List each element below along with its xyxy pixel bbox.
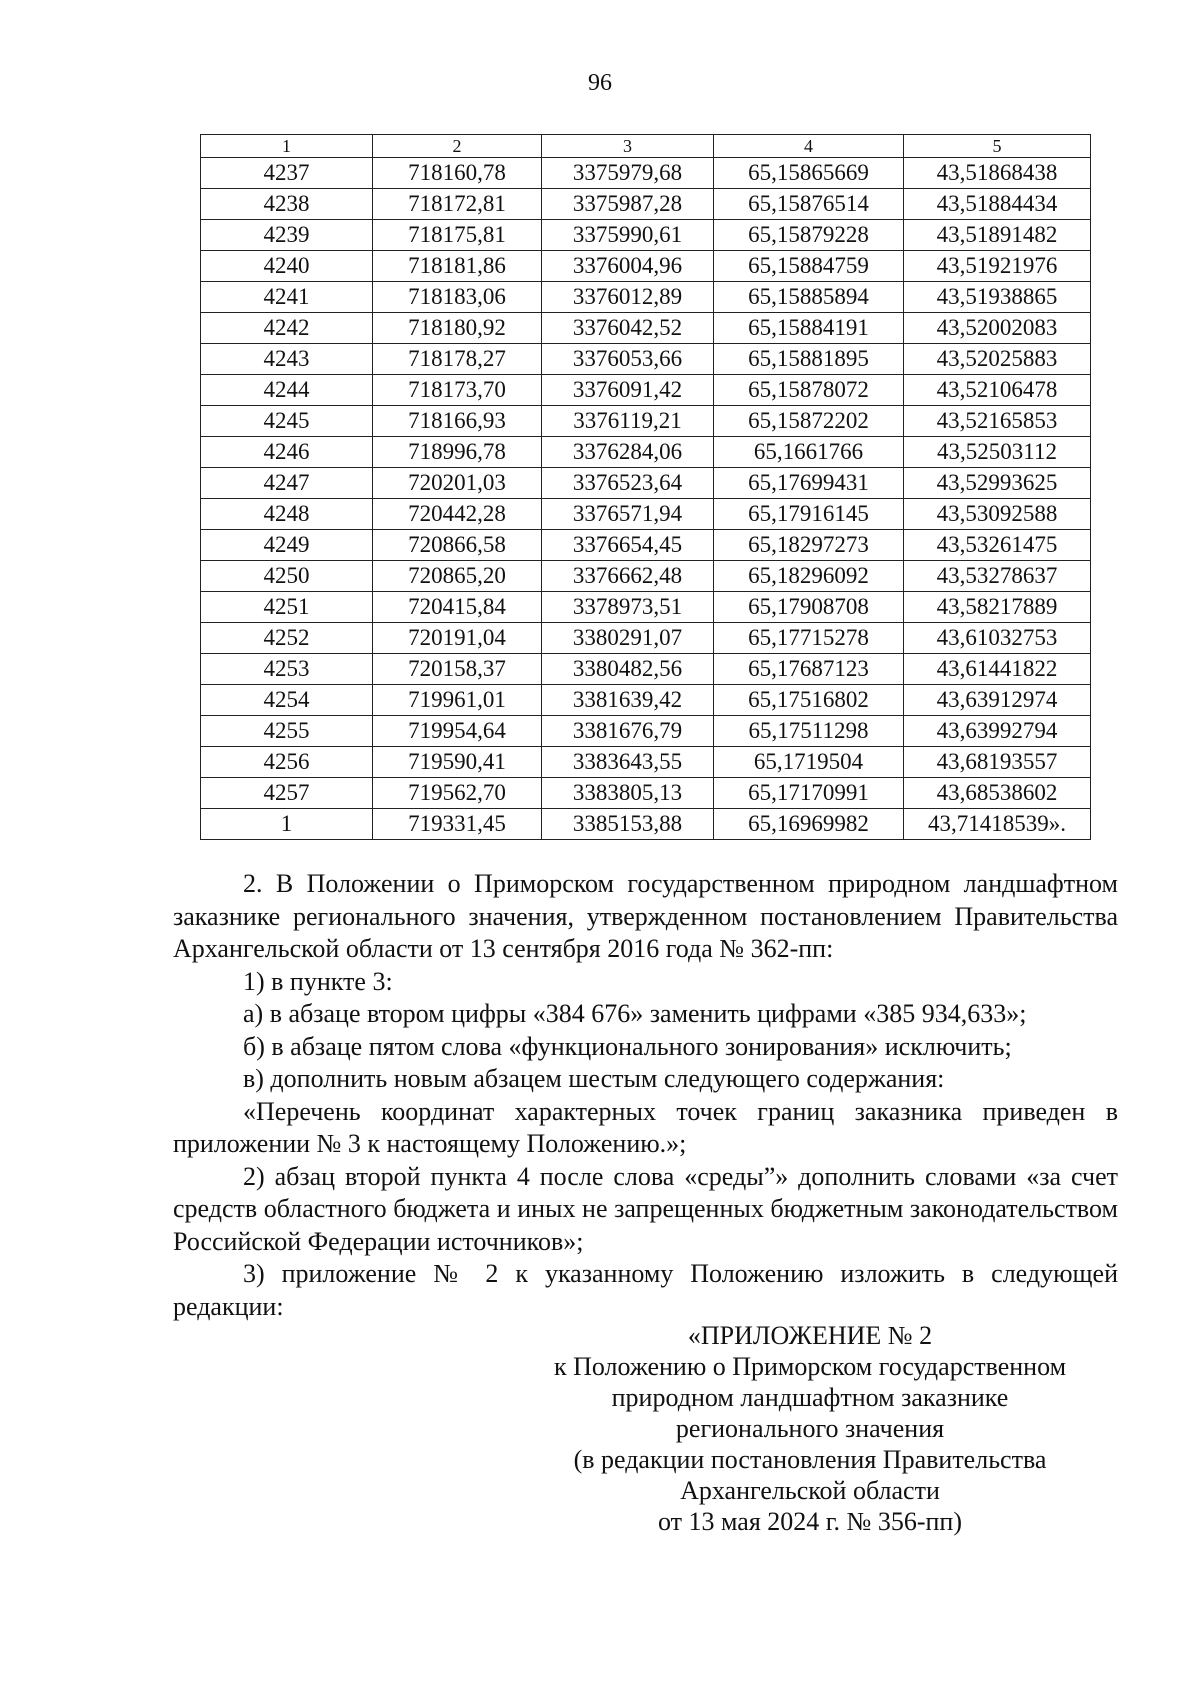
table-header-row <box>201 135 1091 158</box>
table-cell: 4244 <box>201 375 373 406</box>
table-cell: 3375979,68 <box>542 158 714 189</box>
table-cell: 43,52106478 <box>904 375 1091 406</box>
table-cell: 720191,04 <box>373 623 542 654</box>
table-cell: 3375987,28 <box>542 189 714 220</box>
table-row <box>201 406 1091 437</box>
table-cell: 720865,20 <box>373 561 542 592</box>
table-cell: 43,53261475 <box>904 530 1091 561</box>
table-row <box>201 344 1091 375</box>
appendix-line: к Положению о Приморском государственном <box>553 1352 1067 1381</box>
table-cell: 718996,78 <box>373 437 542 468</box>
body-text <box>173 868 1118 1323</box>
table-cell: 4251 <box>201 592 373 623</box>
table-cell: 43,61441822 <box>904 654 1091 685</box>
table-cell: 3376284,06 <box>542 437 714 468</box>
table-cell: 43,63912974 <box>904 685 1091 716</box>
coordinates-table <box>200 134 1091 840</box>
appendix-line: (в редакции постановления Правительства <box>573 1445 1047 1474</box>
table-row <box>201 313 1091 344</box>
table-row <box>201 468 1091 499</box>
table-row <box>201 375 1091 406</box>
table-cell: 43,68538602 <box>904 778 1091 809</box>
table-cell: 720415,84 <box>373 592 542 623</box>
table-cell: 43,68193557 <box>904 747 1091 778</box>
column-header: 2 <box>373 135 542 158</box>
table-cell: 3383643,55 <box>542 747 714 778</box>
paragraph: 1) в пункте 3: <box>243 966 393 996</box>
table-cell: 43,51921976 <box>904 251 1091 282</box>
table-row <box>201 747 1091 778</box>
table-cell: 43,53278637 <box>904 561 1091 592</box>
table-cell: 3378973,51 <box>542 592 714 623</box>
table-cell: 3376523,64 <box>542 468 714 499</box>
table-cell: 4253 <box>201 654 373 685</box>
table-cell: 4248 <box>201 499 373 530</box>
table-cell: 43,58217889 <box>904 592 1091 623</box>
table-cell: 43,61032753 <box>904 623 1091 654</box>
table-row <box>201 499 1091 530</box>
table-cell: 3376091,42 <box>542 375 714 406</box>
column-header: 4 <box>714 135 904 158</box>
table-cell: 65,18297273 <box>714 530 904 561</box>
table-cell: 65,16969982 <box>714 809 904 840</box>
table-cell: 718180,92 <box>373 313 542 344</box>
table-cell: 3383805,13 <box>542 778 714 809</box>
appendix-heading <box>520 1320 1100 1537</box>
table-cell: 43,51891482 <box>904 220 1091 251</box>
table-cell: 3376571,94 <box>542 499 714 530</box>
table-cell: 65,17170991 <box>714 778 904 809</box>
table-row <box>201 437 1091 468</box>
table-cell: 3376662,48 <box>542 561 714 592</box>
table-cell: 719961,01 <box>373 685 542 716</box>
table-cell: 65,15884191 <box>714 313 904 344</box>
paragraph: «Перечень координат характерных точек границ заказника приведен в приложении № 3 к настоящему Положению.»; <box>173 1096 1118 1158</box>
table-cell: 65,17516802 <box>714 685 904 716</box>
table-cell: 3380482,56 <box>542 654 714 685</box>
table-cell: 718175,81 <box>373 220 542 251</box>
table-cell: 720158,37 <box>373 654 542 685</box>
table-cell: 4238 <box>201 189 373 220</box>
table-cell: 43,51938865 <box>904 282 1091 313</box>
page-number: 96 <box>588 70 612 96</box>
table-row <box>201 282 1091 313</box>
table-cell: 4246 <box>201 437 373 468</box>
table-row <box>201 251 1091 282</box>
table-row <box>201 189 1091 220</box>
table-cell: 3375990,61 <box>542 220 714 251</box>
paragraph: 3) приложение № 2 к указанному Положению изложить в следующей редакции: <box>173 1259 1118 1321</box>
appendix-line: от 13 мая 2024 г. № 356-пп) <box>658 1507 962 1536</box>
table-cell: 43,51884434 <box>904 189 1091 220</box>
table-cell: 3376004,96 <box>542 251 714 282</box>
column-header: 1 <box>201 135 373 158</box>
paragraph: 2) абзац второй пункта 4 после слова «среды”» дополнить словами «за счет средств областного бюджета и иных не запрещенных бюджетным законодательством Российской Федерации источников»; <box>173 1161 1118 1256</box>
table-row <box>201 623 1091 654</box>
table-cell: 1 <box>201 809 373 840</box>
table-cell: 65,15879228 <box>714 220 904 251</box>
table-cell: 43,63992794 <box>904 716 1091 747</box>
table-cell: 43,53092588 <box>904 499 1091 530</box>
table-row <box>201 158 1091 189</box>
table-cell: 65,17511298 <box>714 716 904 747</box>
table-cell: 3381676,79 <box>542 716 714 747</box>
table-cell: 65,17908708 <box>714 592 904 623</box>
table-cell: 718183,06 <box>373 282 542 313</box>
table-cell: 720201,03 <box>373 468 542 499</box>
table-cell: 720442,28 <box>373 499 542 530</box>
table-row <box>201 592 1091 623</box>
table-row <box>201 778 1091 809</box>
table-cell: 719562,70 <box>373 778 542 809</box>
table-cell: 4256 <box>201 747 373 778</box>
table-cell: 719954,64 <box>373 716 542 747</box>
table-cell: 4254 <box>201 685 373 716</box>
table-cell: 3381639,42 <box>542 685 714 716</box>
column-header: 3 <box>542 135 714 158</box>
paragraph: в) дополнить новым абзацем шестым следующего содержания: <box>243 1064 945 1093</box>
table-cell: 4245 <box>201 406 373 437</box>
table-cell: 718172,81 <box>373 189 542 220</box>
table-row <box>201 530 1091 561</box>
table-cell: 4242 <box>201 313 373 344</box>
table-row <box>201 716 1091 747</box>
appendix-line: регионального значения <box>675 1414 945 1443</box>
table-cell: 4241 <box>201 282 373 313</box>
paragraph: 2. В Положении о Приморском государственном природном ландшафтном заказнике регионального значения, утвержденном постановлением Правительства Архангельской области от 13 сентября 2016 года № 362-пп: <box>173 869 1118 963</box>
table-cell: 4240 <box>201 251 373 282</box>
table-cell: 65,1661766 <box>714 437 904 468</box>
table-cell: 3385153,88 <box>542 809 714 840</box>
table-cell: 43,52002083 <box>904 313 1091 344</box>
table-row <box>201 561 1091 592</box>
table-cell: 65,15872202 <box>714 406 904 437</box>
table-cell: 4257 <box>201 778 373 809</box>
table-cell: 65,15876514 <box>714 189 904 220</box>
table-cell: 65,15884759 <box>714 251 904 282</box>
table-cell: 43,51868438 <box>904 158 1091 189</box>
table-cell: 3376042,52 <box>542 313 714 344</box>
table-cell: 718173,70 <box>373 375 542 406</box>
table-cell: 4252 <box>201 623 373 654</box>
table-cell: 4239 <box>201 220 373 251</box>
table-cell: 3376119,21 <box>542 406 714 437</box>
table-cell: 65,17699431 <box>714 468 904 499</box>
table-cell: 4249 <box>201 530 373 561</box>
column-header: 5 <box>904 135 1091 158</box>
table-cell: 720866,58 <box>373 530 542 561</box>
table-cell: 4250 <box>201 561 373 592</box>
table-cell: 65,17687123 <box>714 654 904 685</box>
paragraph: б) в абзаце пятом слова «функционального зонирования» исключить; <box>243 1031 1012 1061</box>
table-cell: 4247 <box>201 468 373 499</box>
appendix-line: природном ландшафтном заказнике <box>611 1383 1009 1412</box>
table-cell: 4255 <box>201 716 373 747</box>
appendix-line: Архангельской области <box>680 1476 940 1505</box>
table-cell: 718166,93 <box>373 406 542 437</box>
table-cell: 65,17916145 <box>714 499 904 530</box>
paragraph: а) в абзаце втором цифры «384 676» заменить цифрами «385 934,633»; <box>243 999 1027 1028</box>
table-cell: 718160,78 <box>373 158 542 189</box>
table-row <box>201 809 1091 840</box>
table-row <box>201 220 1091 251</box>
table-cell: 4243 <box>201 344 373 375</box>
table-cell: 718178,27 <box>373 344 542 375</box>
table-cell: 65,1719504 <box>714 747 904 778</box>
table-cell: 43,52025883 <box>904 344 1091 375</box>
table-cell: 718181,86 <box>373 251 542 282</box>
table-cell: 65,17715278 <box>714 623 904 654</box>
table-cell: 43,52993625 <box>904 468 1091 499</box>
appendix-title: «ПРИЛОЖЕНИЕ № 2 <box>687 1321 933 1350</box>
table-cell: 65,15865669 <box>714 158 904 189</box>
table-cell: 43,52165853 <box>904 406 1091 437</box>
table-cell: 65,15885894 <box>714 282 904 313</box>
table-cell: 3380291,07 <box>542 623 714 654</box>
table-cell: 43,71418539». <box>904 809 1091 840</box>
table-row <box>201 685 1091 716</box>
table-cell: 43,52503112 <box>904 437 1091 468</box>
table-row <box>201 654 1091 685</box>
table-cell: 3376053,66 <box>542 344 714 375</box>
table-cell: 65,18296092 <box>714 561 904 592</box>
table-cell: 65,15878072 <box>714 375 904 406</box>
table-cell: 65,15881895 <box>714 344 904 375</box>
table-cell: 4237 <box>201 158 373 189</box>
table-cell: 3376654,45 <box>542 530 714 561</box>
table-cell: 3376012,89 <box>542 282 714 313</box>
table-cell: 719331,45 <box>373 809 542 840</box>
table-cell: 719590,41 <box>373 747 542 778</box>
